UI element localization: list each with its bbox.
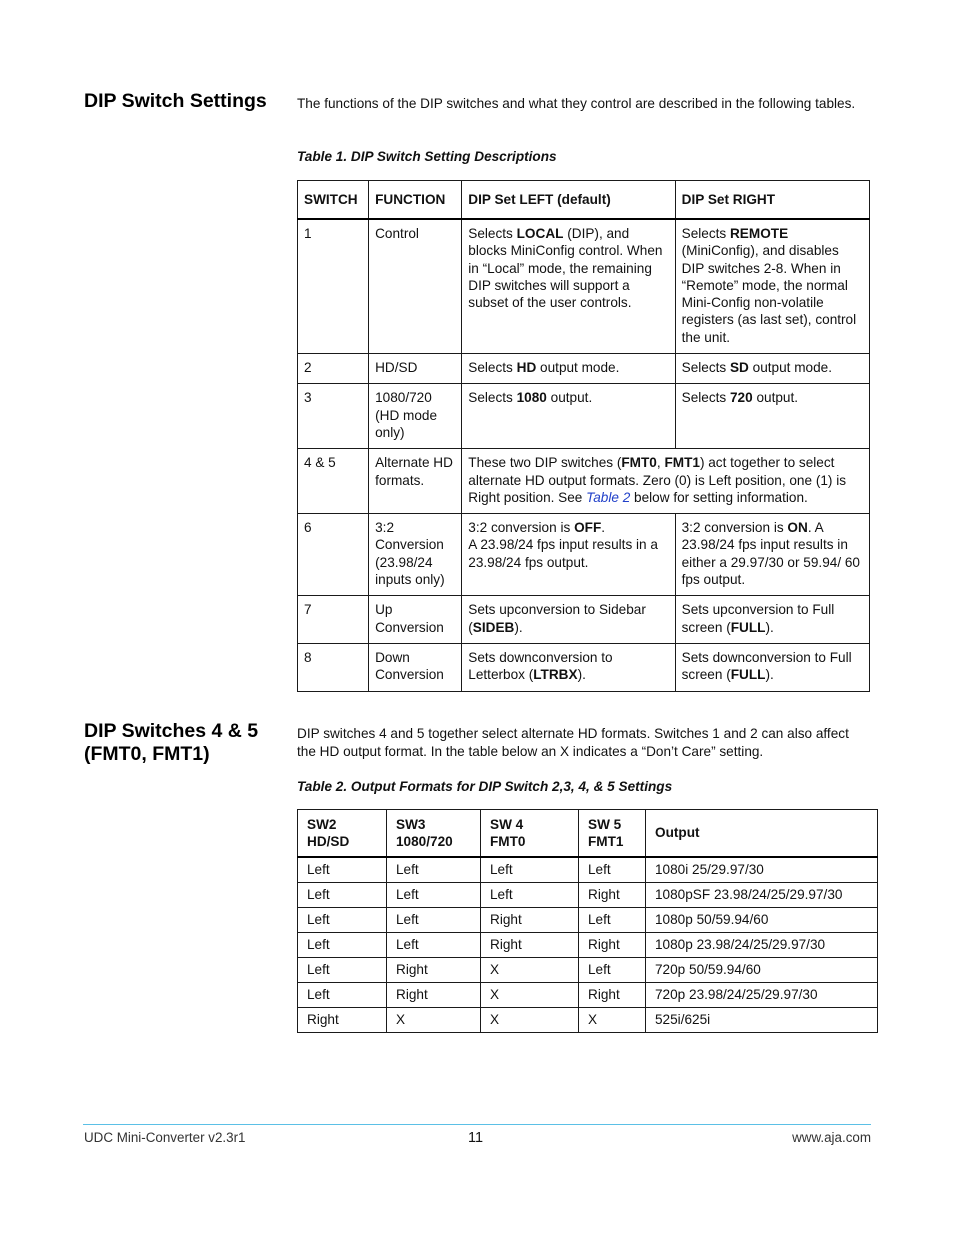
- output-cell: 1080i 25/29.97/30: [646, 857, 878, 883]
- switch-cell: 8: [298, 643, 369, 691]
- output-cell: 1080pSF 23.98/24/25/29.97/30: [646, 883, 878, 908]
- table-row: [298, 908, 878, 933]
- column-header-output: Output: [646, 810, 878, 858]
- sw2-cell: Left: [298, 983, 387, 1008]
- left-setting-cell: Selects LOCAL (DIP), and blocks MiniConfig control. When in “Local” mode, the remaining DIP switches will support a subset of the user controls.: [462, 219, 675, 354]
- table-row: [298, 1008, 878, 1033]
- function-cell: 1080/720 (HD mode only): [369, 384, 462, 449]
- table-row: [298, 354, 870, 384]
- function-cell: Alternate HD formats.: [369, 449, 462, 514]
- table-row: [298, 449, 870, 514]
- switch-cell: 2: [298, 354, 369, 384]
- column-header-dip-right: DIP Set RIGHT: [675, 181, 869, 220]
- switch-cell: 1: [298, 219, 369, 354]
- section-intro-paragraph: DIP switches 4 and 5 together select alternate HD formats. Switches 1 and 2 can also affect the HD output format. In the table below an X indicates a “Don’t Care” setting.: [297, 726, 849, 759]
- table-row: [298, 958, 878, 983]
- sw2-cell: Left: [298, 908, 387, 933]
- left-setting-cell: Sets downconversion to Letterbox (LTRBX).: [462, 643, 675, 691]
- right-setting-cell: Selects SD output mode.: [675, 354, 869, 384]
- section-heading-dip-switch-settings: DIP Switch Settings: [84, 90, 267, 112]
- footer-page-number: 11: [468, 1130, 484, 1146]
- sw5-cell: Right: [579, 933, 646, 958]
- sw3-cell: Right: [387, 958, 481, 983]
- sw2-cell: Left: [298, 958, 387, 983]
- output-cell: 525i/625i: [646, 1008, 878, 1033]
- sw2-cell: Left: [298, 857, 387, 883]
- sw2-cell: Right: [298, 1008, 387, 1033]
- table1-caption: Table 1. DIP Switch Setting Descriptions: [297, 149, 557, 164]
- footer-divider: [83, 1124, 871, 1125]
- right-setting-cell: Selects REMOTE (MiniConfig), and disables DIP switches 2-8. When in “Remote” mode, the normal Mini-Config non-volatile registers (as last set), control the unit.: [675, 219, 869, 354]
- right-setting-cell: 3:2 conversion is ON. A 23.98/24 fps input results in either a 29.97/30 or 59.94/ 60 fps output.: [675, 514, 869, 596]
- sw4-cell: Right: [481, 933, 579, 958]
- switch-cell: 3: [298, 384, 369, 449]
- table-row: [298, 596, 870, 644]
- sw4-cell: Left: [481, 883, 579, 908]
- sw3-cell: X: [387, 1008, 481, 1033]
- sw3-cell: Left: [387, 883, 481, 908]
- sw4-cell: X: [481, 983, 579, 1008]
- function-cell: Control: [369, 219, 462, 354]
- sw5-cell: Right: [579, 883, 646, 908]
- function-cell: 3:2 Conversion (23.98/24 inputs only): [369, 514, 462, 596]
- sw3-cell: Right: [387, 983, 481, 1008]
- right-setting-cell: Sets downconversion to Full screen (FULL).: [675, 643, 869, 691]
- column-header-dip-left: DIP Set LEFT (default): [462, 181, 675, 220]
- column-header-sw3: SW3 1080/720: [387, 810, 481, 858]
- function-cell: Down Conversion: [369, 643, 462, 691]
- section-intro-paragraph: The functions of the DIP switches and what they control are described in the following tables.: [297, 96, 856, 111]
- right-setting-cell: Selects 720 output.: [675, 384, 869, 449]
- sw4-cell: Left: [481, 857, 579, 883]
- sw4-cell: X: [481, 958, 579, 983]
- table-row: [298, 514, 870, 596]
- output-cell: 1080p 50/59.94/60: [646, 908, 878, 933]
- table-2-link[interactable]: Table 2: [586, 489, 631, 505]
- column-header-sw4: SW 4 FMT0: [481, 810, 579, 858]
- table-row: [298, 857, 878, 883]
- switch-cell: 6: [298, 514, 369, 596]
- sw4-cell: X: [481, 1008, 579, 1033]
- left-setting-cell: 3:2 conversion is OFF. A 23.98/24 fps input results in a 23.98/24 fps output.: [462, 514, 675, 596]
- left-setting-cell: Selects 1080 output.: [462, 384, 675, 449]
- table-header-row: [298, 810, 878, 858]
- section-heading-dip-switches-4-5: DIP Switches 4 & 5 (FMT0, FMT1): [84, 720, 259, 765]
- table-row: [298, 384, 870, 449]
- left-setting-cell: Selects HD output mode.: [462, 354, 675, 384]
- sw3-cell: Left: [387, 857, 481, 883]
- table-row: [298, 643, 870, 691]
- dip-switch-settings-table: [297, 180, 870, 692]
- footer-document-title: UDC Mini-Converter v2.3r1: [84, 1130, 246, 1145]
- footer-website-link[interactable]: www.aja.com: [792, 1130, 871, 1145]
- switch-cell: 7: [298, 596, 369, 644]
- output-cell: 720p 23.98/24/25/29.97/30: [646, 983, 878, 1008]
- column-header-sw5: SW 5 FMT1: [579, 810, 646, 858]
- sw5-cell: Left: [579, 857, 646, 883]
- column-header-sw2: SW2 HD/SD: [298, 810, 387, 858]
- sw2-cell: Left: [298, 933, 387, 958]
- sw5-cell: Right: [579, 983, 646, 1008]
- output-cell: 1080p 23.98/24/25/29.97/30: [646, 933, 878, 958]
- table2-caption: Table 2. Output Formats for DIP Switch 2,3, 4, & 5 Settings: [297, 779, 673, 794]
- output-formats-table: [297, 809, 878, 1033]
- table-row: [298, 933, 878, 958]
- function-cell: HD/SD: [369, 354, 462, 384]
- switch-cell: 4 & 5: [298, 449, 369, 514]
- sw5-cell: X: [579, 1008, 646, 1033]
- column-header-switch: SWITCH: [298, 181, 369, 220]
- table-row: [298, 219, 870, 354]
- sw3-cell: Left: [387, 908, 481, 933]
- table-row: [298, 883, 878, 908]
- sw3-cell: Left: [387, 933, 481, 958]
- table-row: [298, 983, 878, 1008]
- left-setting-cell: Sets upconversion to Sidebar (SIDEB).: [462, 596, 675, 644]
- output-cell: 720p 50/59.94/60: [646, 958, 878, 983]
- function-cell: Up Conversion: [369, 596, 462, 644]
- table-header-row: [298, 181, 870, 220]
- merged-setting-cell: These two DIP switches (FMT0, FMT1) act together to select alternate HD output formats. Zero (0) is Left position, one (1) is Right position. See Table 2 below for setting information.: [462, 449, 870, 514]
- sw4-cell: Right: [481, 908, 579, 933]
- sw5-cell: Left: [579, 958, 646, 983]
- sw2-cell: Left: [298, 883, 387, 908]
- sw5-cell: Left: [579, 908, 646, 933]
- right-setting-cell: Sets upconversion to Full screen (FULL).: [675, 596, 869, 644]
- column-header-function: FUNCTION: [369, 181, 462, 220]
